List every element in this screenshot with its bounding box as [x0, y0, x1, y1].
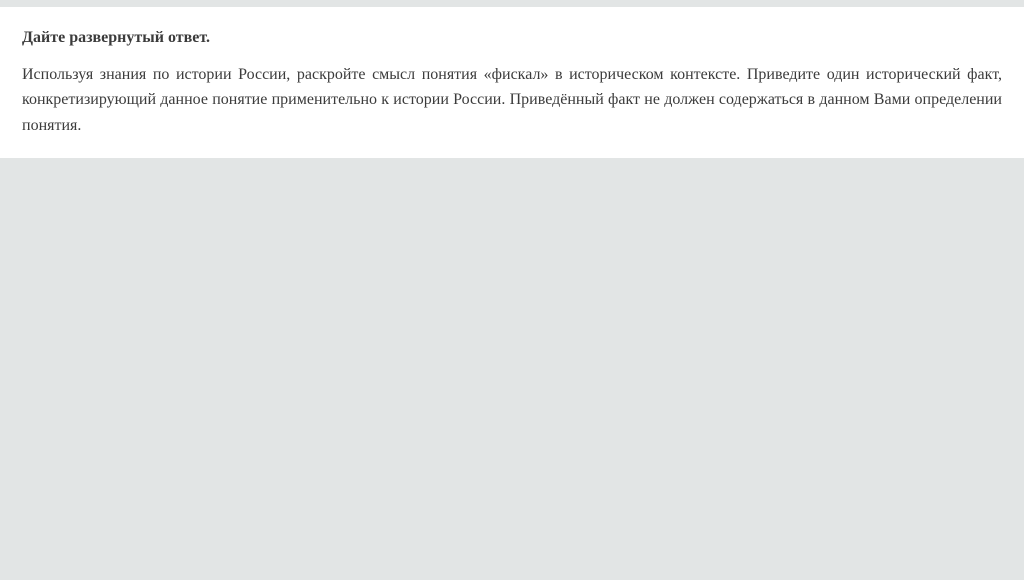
question-prompt-header: Дайте развернутый ответ.: [22, 29, 210, 46]
page-top-gap: [0, 0, 1024, 7]
question-text: Используя знания по истории России, раскройте смысл понятия «фискал» в историческом контексте. Приведите один исторический факт, конкретизирующий данное понятие применительно к истории России. Приведённый факт не должен содержаться в данном Вами определении понятия.: [22, 66, 1002, 134]
question-card: [0, 7, 1024, 158]
